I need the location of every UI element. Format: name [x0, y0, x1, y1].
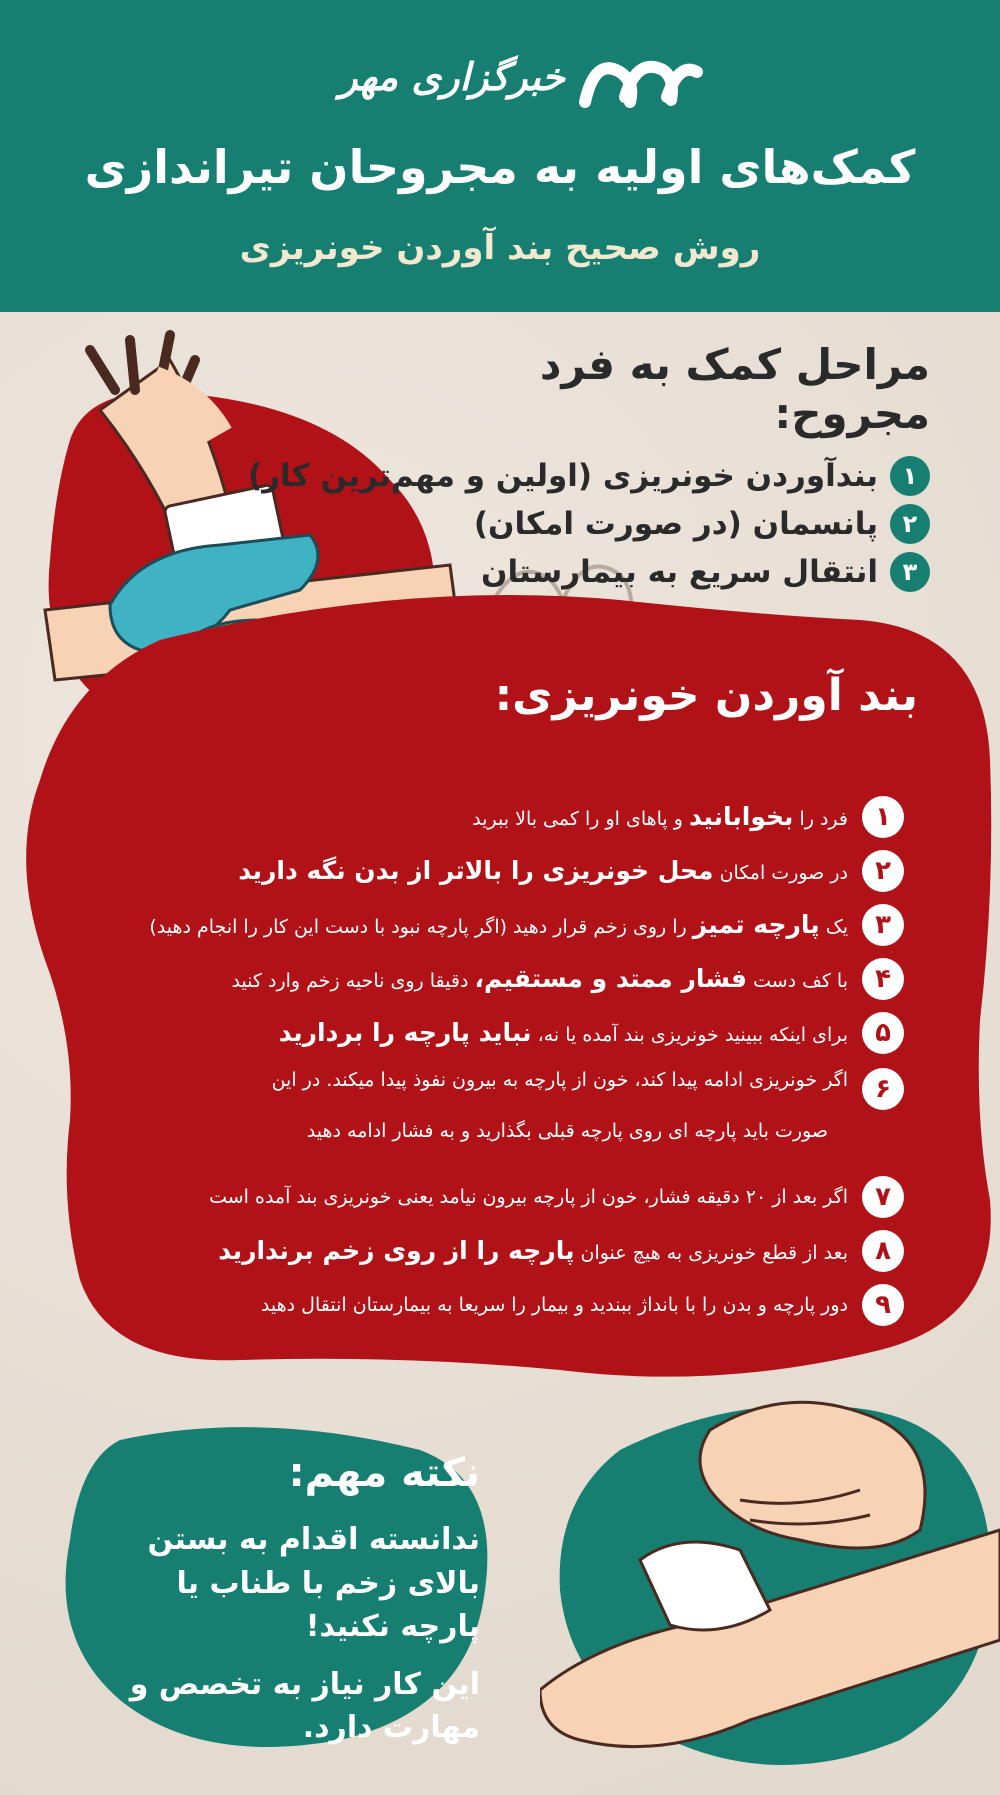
- step-number: ۷: [862, 1176, 904, 1218]
- page-subtitle: روش صحیح بند آوردن خونریزی: [239, 228, 761, 268]
- step-text: در صورت امکان محل خونریزی را بالاتر از بدن نگه دارید: [238, 855, 848, 885]
- step-number: ۸: [862, 1230, 904, 1272]
- list-item: [84, 898, 904, 952]
- step-text: پانسمان (در صورت امکان): [473, 506, 878, 542]
- list-item: [84, 1224, 904, 1278]
- bleeding-steps-list: [84, 790, 904, 1332]
- step-text: با کف دست فشار ممتد و مستقیم، دقیقا روی ناحیه زخم وارد کنید: [231, 963, 848, 993]
- page-title: کمک‌های اولیه به مجروحان تیراندازی: [84, 140, 916, 194]
- list-item: [84, 1006, 904, 1060]
- step-number: ۳: [890, 552, 930, 592]
- step-number: ۶: [862, 1068, 904, 1110]
- step-number: ۱: [890, 456, 930, 496]
- step-number: ۴: [862, 958, 904, 1000]
- note-body: [100, 1518, 480, 1750]
- step-number: ۲: [890, 504, 930, 544]
- step-text: بعد از قطع خونریزی به هیچ عنوان پارچه را از روی زخم برندارید: [218, 1235, 848, 1265]
- help-steps-heading: مراحل کمک به فرد مجروح:: [539, 340, 930, 438]
- list-item: [84, 1060, 904, 1170]
- logo-text: خبرگزاری مهر: [339, 54, 565, 99]
- mehr-logo-icon: [575, 42, 705, 122]
- step-number: ۱: [862, 796, 904, 838]
- step-text: فرد را بخوابانید و پاهای او را کمی بالا ببرید: [472, 801, 848, 831]
- list-item: [84, 790, 904, 844]
- important-note: [100, 1450, 480, 1764]
- step-number: ۹: [862, 1284, 904, 1326]
- bleeding-heading: بند آوردن خونریزی:: [494, 670, 918, 721]
- logo: [275, 42, 705, 122]
- list-item: [84, 952, 904, 1006]
- step-number: ۳: [862, 904, 904, 946]
- help-step: [248, 456, 930, 496]
- list-item: [84, 844, 904, 898]
- leg-bandage-illustration: [540, 1390, 1000, 1770]
- step-text: یک پارچه تمیز را روی زخم قرار دهید (اگر پارچه نبود با دست این کار را انجام دهید): [149, 909, 848, 939]
- step-text: برای اینکه ببینید خونریزی بند آمده یا نه، نباید پارچه را بردارید: [278, 1017, 848, 1047]
- help-step: [370, 504, 930, 544]
- step-text: اگر خونریزی ادامه پیدا کند، خون از پارچه به بیرون نفوذ پیدا میکند. در این صورت باید پارچه ای روی پارچه قبلی بگذارید و به فشار ادامه دهید: [271, 1069, 848, 1142]
- note-line: این کار نیاز به تخصص و مهارت دارد.: [129, 1666, 480, 1745]
- step-text: انتقال سریع به بیمارستان: [481, 554, 878, 590]
- step-number: ۵: [862, 1012, 904, 1054]
- step-text: دور پارچه و بدن را با بانداژ ببندید و بیمار را سریعا به بیمارستان انتقال دهید: [260, 1293, 848, 1316]
- header-banner: [0, 0, 1000, 312]
- step-text: بندآوردن خونریزی (اولین و مهم‌ترین کار): [248, 458, 878, 494]
- step-number: ۲: [862, 850, 904, 892]
- note-heading: نکته مهم:: [288, 1450, 480, 1496]
- note-line: ندانسته اقدام به بستن بالای زخم با طناب یا پارچه نکنید!: [147, 1522, 480, 1644]
- step-text: اگر بعد از ۲۰ دقیقه فشار، خون از پارچه بیرون نیامد یعنی خونریزی بند آمده است: [209, 1185, 848, 1208]
- list-item: [84, 1170, 904, 1224]
- list-item: [84, 1278, 904, 1332]
